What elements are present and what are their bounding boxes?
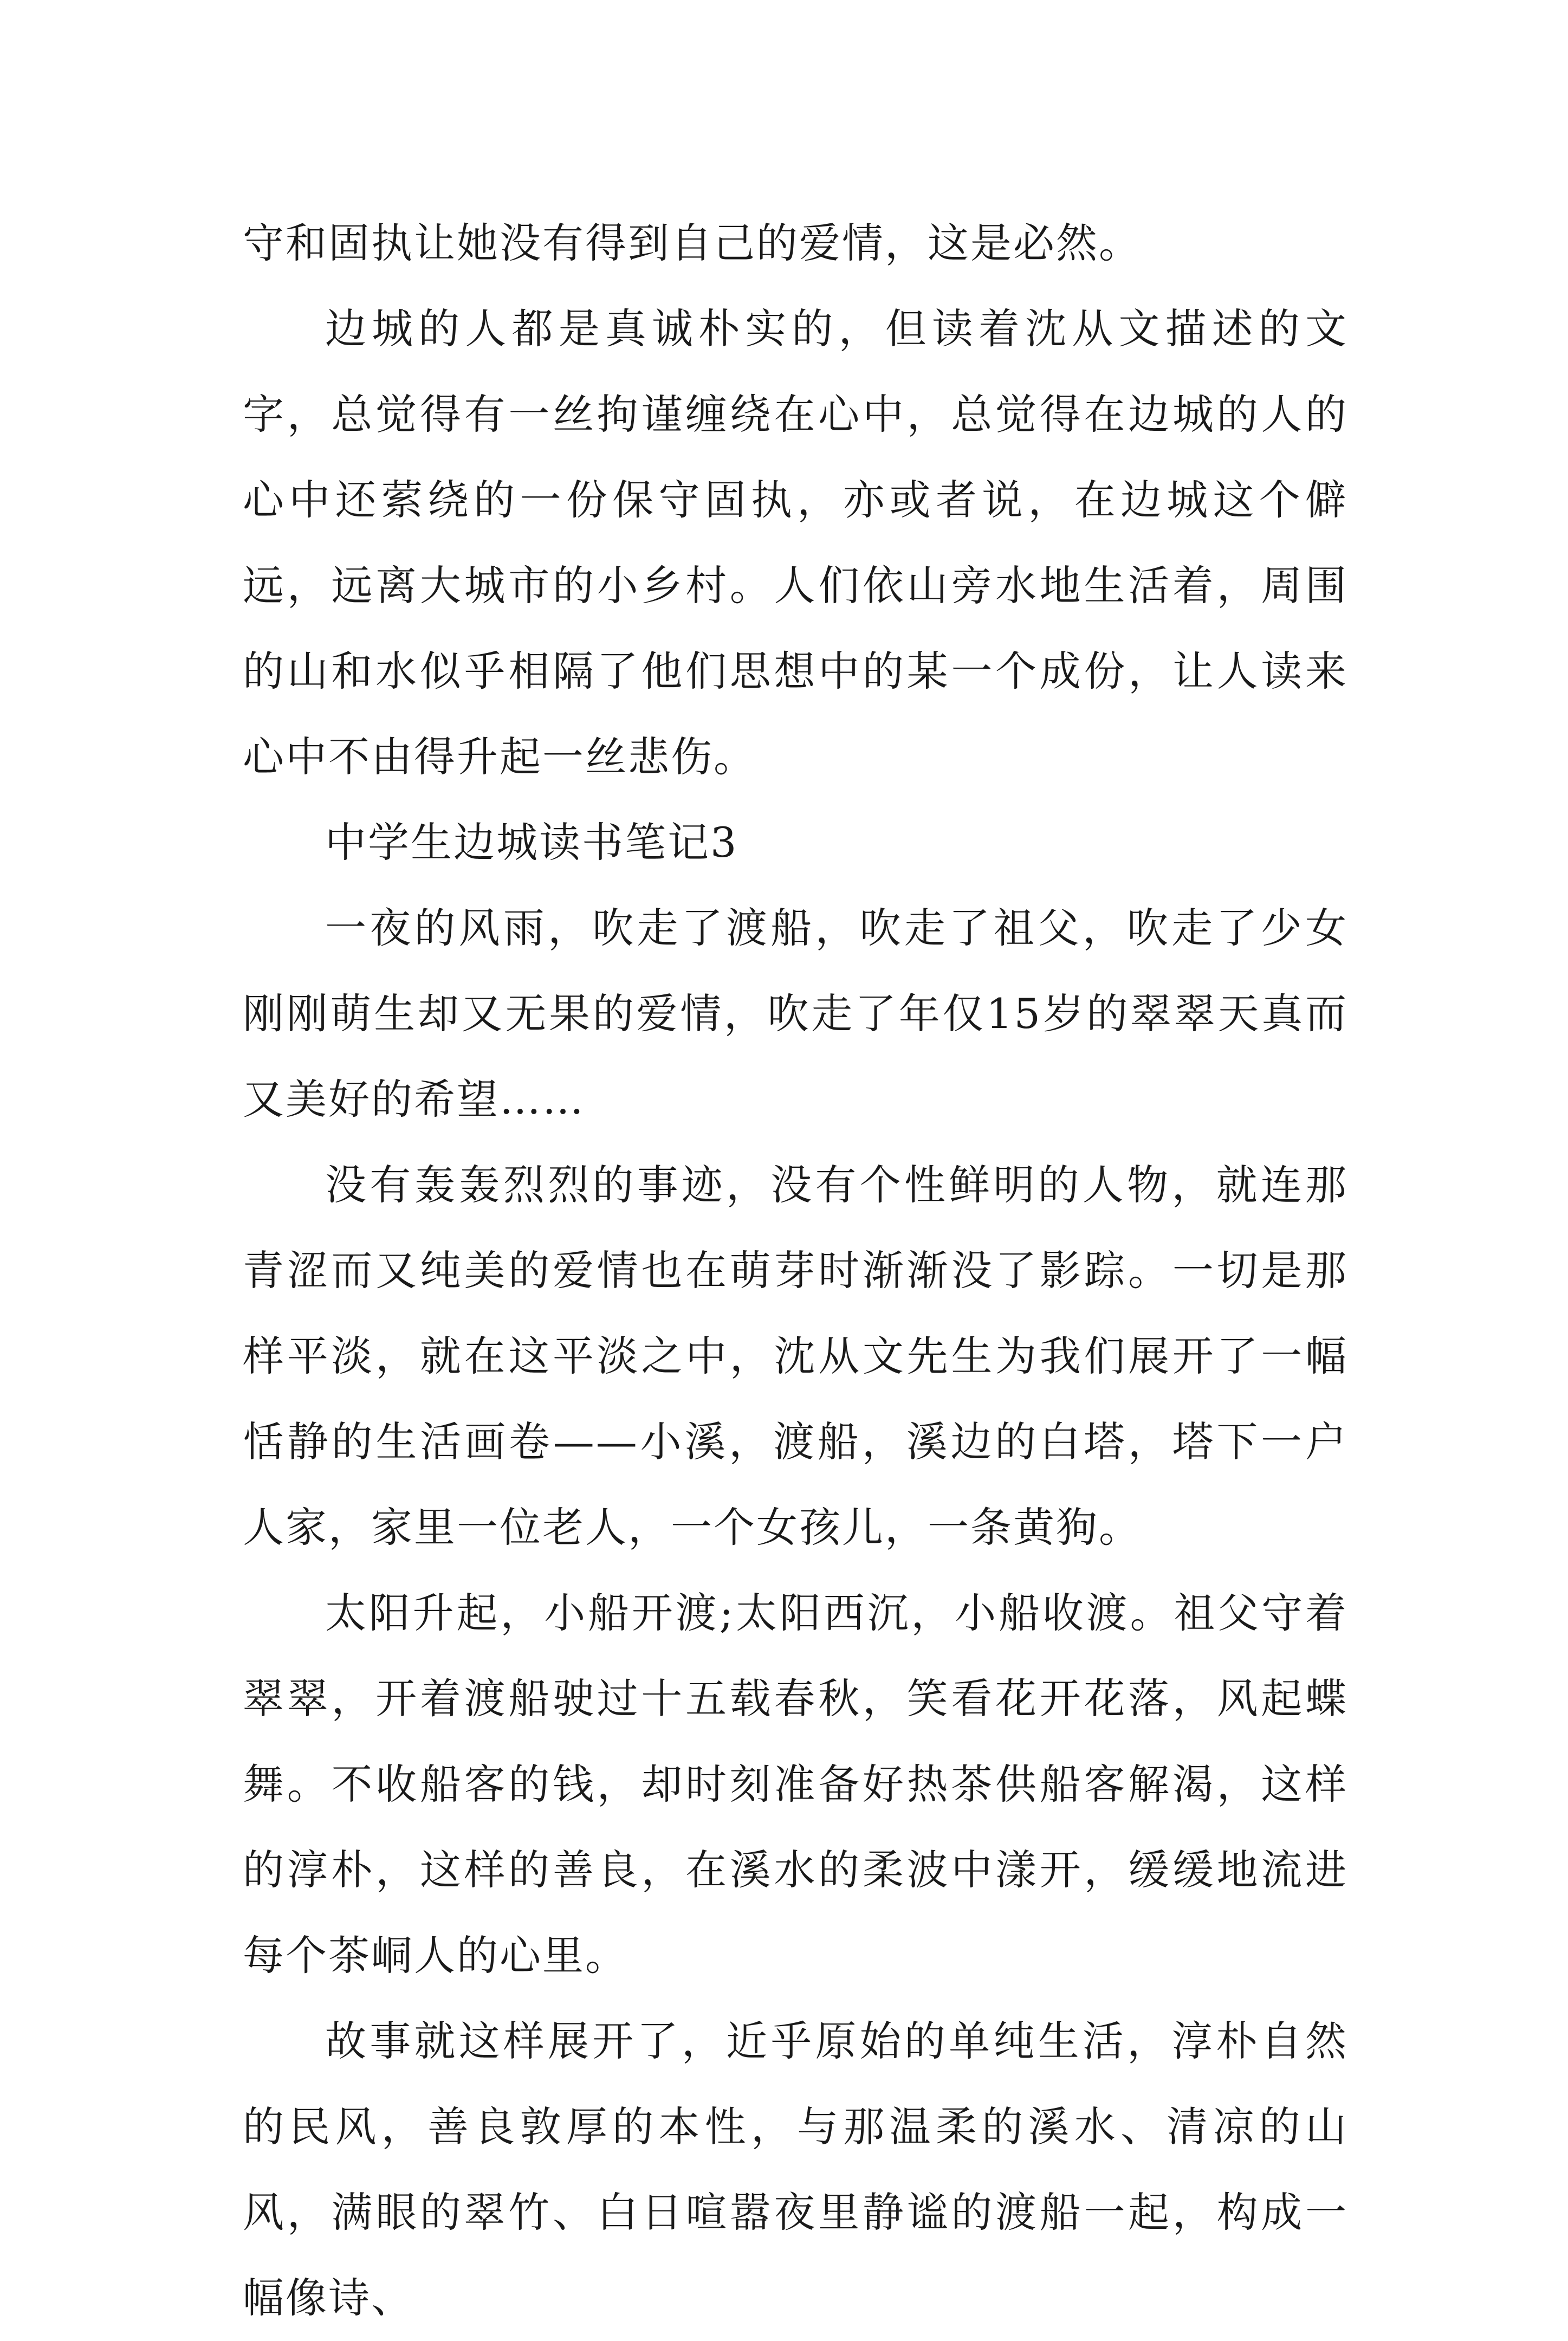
- document-body: [243, 201, 1348, 2341]
- paragraph-bian-cheng-people: 边城的人都是真诚朴实的，但读着沈从文描述的文字，总觉得有一丝拘谨缠绕在心中，总觉得在边城的人的心中还萦绕的一份保守固执，亦或者说，在边城这个僻远，远离大城市的小乡村。人们依山旁水地生活着，周围的山和水似乎相隔了他们思想中的某一个成份，让人读来心中不由得升起一丝悲伤。: [243, 305, 1348, 781]
- paragraph-story-unfolds: 故事就这样展开了，近乎原始的单纯生活，淳朴自然的民风，善良敦厚的本性，与那温柔的溪水、清凉的山风，满眼的翠竹、白日喧嚣夜里静谧的渡船一起，构成一幅像诗、: [243, 2017, 1348, 2322]
- paragraph-storm-night: 一夜的风雨，吹走了渡船，吹走了祖父，吹走了少女刚刚萌生却又无果的爱情，吹走了年仅15岁的翠翠天真而又美好的希望……: [243, 904, 1348, 1123]
- section-heading: 中学生边城读书笔记3: [325, 818, 738, 866]
- paragraph-plain-life: 没有轰轰烈烈的事迹，没有个性鲜明的人物，就连那青涩而又纯美的爱情也在萌芽时渐渐没了影踪。一切是那样平淡，就在这平淡之中，沈从文先生为我们展开了一幅恬静的生活画卷——小溪，渡船，溪边的白塔，塔下一户人家，家里一位老人，一个女孩儿，一条黄狗。: [243, 1161, 1348, 1551]
- paragraph-sunrise-ferry: 太阳升起，小船开渡;太阳西沉，小船收渡。祖父守着翠翠，开着渡船驶过十五载春秋，笑看花开花落，风起蝶舞。不收船客的钱，却时刻准备好热茶供船客解渴，这样的淳朴，这样的善良，在溪水的柔波中漾开，缓缓地流进每个茶峒人的心里。: [243, 1589, 1348, 1980]
- paragraph-continuation: 守和固执让她没有得到自己的爱情，这是必然。: [243, 219, 1142, 267]
